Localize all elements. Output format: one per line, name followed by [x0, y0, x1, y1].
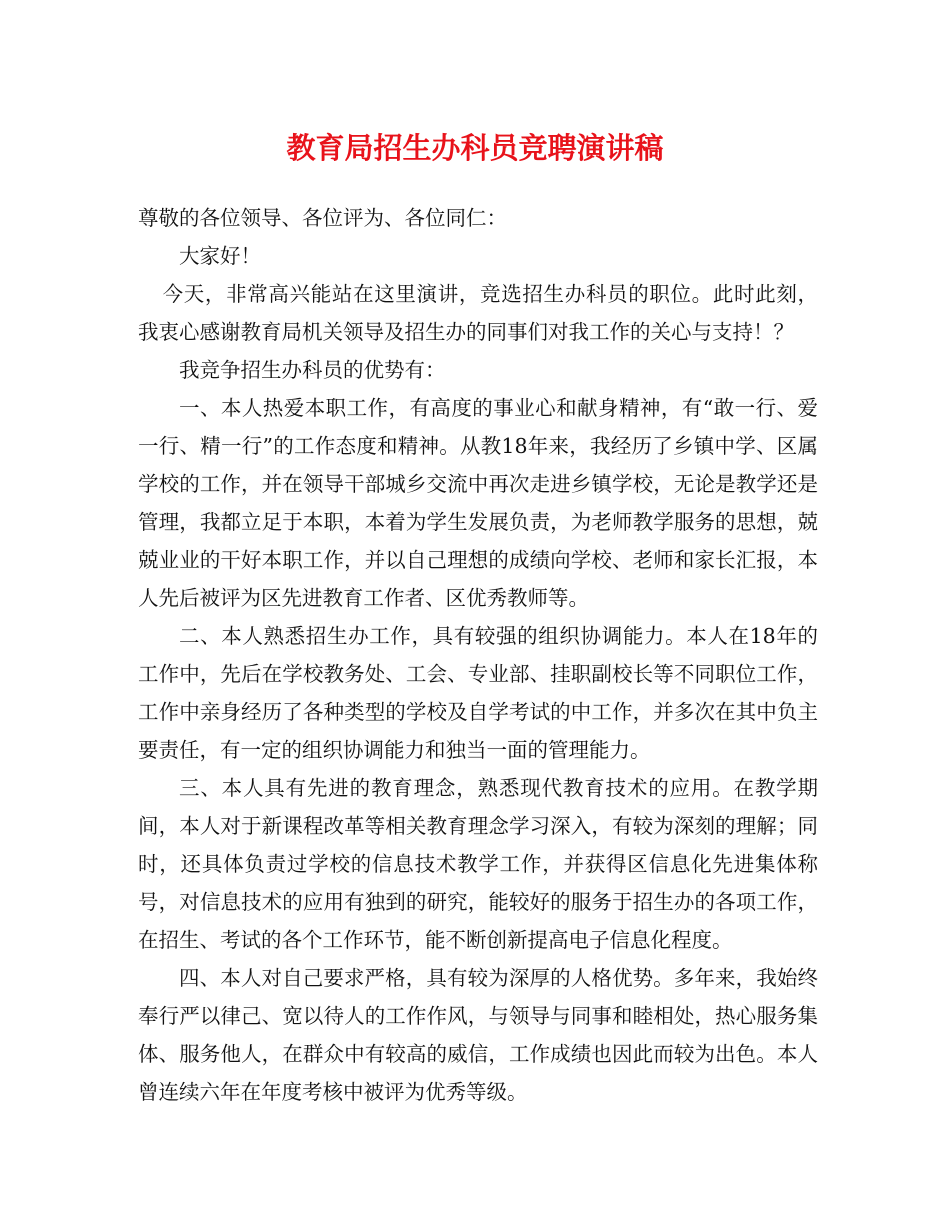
paragraph-advantage-4: 四、本人对自己要求严格，具有较为深厚的人格优势。多年来，我始终奉行严以律己、宽以待人的工作作风，与领导与同事和睦相处，热心服务集体、服务他人，在群众中有较高的威信，工作成绩也因此而较为出色。本人曾连续六年在年度考核中被评为优秀等级。 — [138, 966, 818, 1104]
paragraph-advantage-1: 一、本人热爱本职工作，有高度的事业心和献身精神，有“敢一行、爱一行、精一行”的工作态度和精神。从教18年来，我经历了乡镇中学、区属学校的工作，并在领导干部城乡交流中再次走进乡镇学校，无论是教学还是管理，我都立足于本职，本着为学生发展负责，为老师教学服务的思想，兢兢业业的干好本职工作，并以自己理想的成绩向学校、老师和家长汇报，本人先后被评为区先进教育工作者、区优秀教师等。 — [138, 396, 818, 610]
document-title: 教育局招生办科员竞聘演讲稿 — [286, 131, 664, 165]
paragraph-opening: 今天，非常高兴能站在这里演讲，竞选招生办科员的职位。此时此刻，我衷心感谢教育局机关领导及招生办的同事们对我工作的关心与支持！？ — [138, 282, 818, 344]
paragraph-advantage-3: 三、本人具有先进的教育理念，熟悉现代教育技术的应用。在教学期间，本人对于新课程改革等相关教育理念学习深入，有较为深刻的理解；同时，还具体负责过学校的信息技术教学工作，并获得区信息化先进集体称号，对信息技术的应用有独到的研究，能较好的服务于招生办的各项工作，在招生、考试的各个工作环节，能不断创新提高电子信息化程度。 — [138, 776, 818, 952]
paragraph-advantages-intro: 我竞争招生办科员的优势有： — [179, 358, 446, 382]
salutation: 尊敬的各位领导、各位评为、各位同仁： — [138, 206, 507, 230]
paragraph-advantage-2: 二、本人熟悉招生办工作，具有较强的组织协调能力。本人在18年的工作中，先后在学校教务处、工会、专业部、挂职副校长等不同职位工作，工作中亲身经历了各种类型的学校及自学考试的中工作，并多次在其中负主要责任，有一定的组织协调能力和独当一面的管理能力。 — [138, 624, 818, 762]
greeting: 大家好！ — [179, 244, 261, 268]
document-body — [138, 199, 818, 1111]
